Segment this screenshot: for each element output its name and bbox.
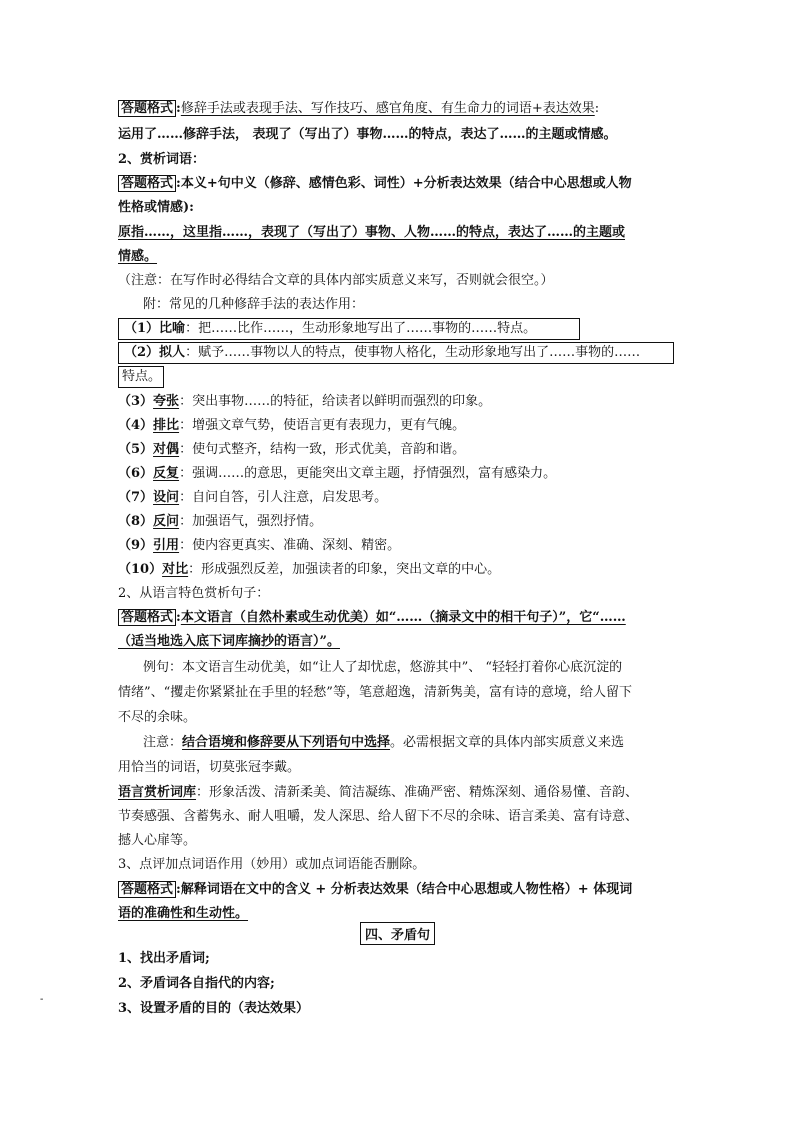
answer-format-line-3-cont: （适当地选入底下词库摘抄的语言）”。 [118, 634, 340, 649]
section-heading-sentence-analysis: 2、从语言特色赏析句子： [118, 586, 270, 601]
rhetoric-item-parallelism: （4）排比：增强文章气势，使语言更有表现力，更有气魄。 [118, 418, 466, 433]
answer-format-label: 答题格式 [118, 100, 176, 117]
note-line: （注意：在写作时必得结合文章的具体内部实质意义来写，否则就会很空。） [118, 273, 554, 288]
attention-line-cont: 用恰当的词语，切莫张冠李戴。 [118, 760, 301, 775]
section-title-contradiction: 四、矛盾句 [360, 922, 435, 945]
step-1: 1、找出矛盾词; [118, 951, 210, 966]
vocabulary-line-1: 语言赏析词库：形象活泼、清新柔美、简洁凝练、准确严密、精炼深刻、通俗易懂、音韵、 [118, 785, 639, 800]
answer-template-line: 运用了……修辞手法， 表现了（写出了）事物……的特点，表达了……的主题或情感。 [118, 127, 617, 142]
answer-format-line-4-cont: 语的准确性和生动性。 [118, 906, 249, 921]
example-line-3: 不尽的余味。 [118, 710, 197, 725]
step-2: 2、矛盾词各自指代的内容; [118, 976, 275, 991]
attention-line: 注意：结合语境和修辞要从下列语句中选择。必需根据文章的具体内部实质意义来选 [143, 735, 625, 750]
answer-format-label: 答题格式 [118, 609, 176, 626]
rhetoric-item-antithesis: （5）对偶：使句式整齐，结构一致，形式优美，音韵和谐。 [118, 442, 466, 457]
margin-mark: - [40, 994, 44, 1005]
rhetoric-item-quotation: （9）引用：使内容更真实、准确、深刻、精密。 [118, 538, 401, 553]
rhetoric-item-rhetorical-question: （8）反问：加强语气，强烈抒情。 [118, 514, 323, 529]
answer-format-line-1: 答题格式 :修辞手法或表现手法、写作技巧、感官角度、有生命力的词语+表达效果: [118, 100, 599, 118]
vocabulary-line-3: 撼人心扉等。 [118, 833, 197, 848]
step-3: 3、设置矛盾的目的（表达效果） [118, 1001, 310, 1016]
rhetoric-item-personification-cont: 特点。 [122, 369, 162, 384]
vocabulary-line-2: 节奏感强、含蓄隽永、耐人咀嚼，发人深思、给人留下不尽的余味、语言柔美、富有诗意、 [118, 809, 639, 824]
answer-format-line-4: 答题格式 :解释词语在文中的含义 + 分析表达效果（结合中心思想或人物性格）+ 体现词 [118, 881, 632, 899]
answer-format-line-2: 答题格式 :本义+句中义（修辞、感情色彩、词性）+分析表达效果（结合中心思想或人物 [118, 175, 632, 193]
answer-format-label: 答题格式 [118, 881, 176, 898]
rhetoric-item-contrast: （10）对比：形成强烈反差，加强读者的印象，突出文章的中心。 [118, 562, 501, 577]
rhetoric-item-personification: （2）拟人：赋予……事物以人的特点，使事物人格化，生动形象地写出了……事物的…… [124, 345, 641, 360]
appendix-heading: 附：常见的几种修辞手法的表达作用： [143, 297, 365, 312]
answer-format-line-3: 答题格式 :本文语言（自然朴素或生动优美）如“……（摘录文中的相干句子）”，它“…… [118, 609, 626, 627]
section-heading-word-analysis: 2、赏析词语： [118, 152, 206, 167]
answer-format-label: 答题格式 [118, 175, 176, 192]
rhetoric-item-repetition: （6）反复：强调……的意思，更能突出文章主题，抒情强烈，富有感染力。 [118, 466, 557, 481]
example-line-2: 情绪”、“攫走你紧紧扯在手里的轻愁”等，笔意超逸，清新隽美，富有诗的意境，给人留下 [118, 685, 632, 700]
answer-template-line-cont: 情感。 [118, 249, 158, 264]
rhetoric-item-hypophora: （7）设问：自问自答，引人注意，启发思考。 [118, 490, 388, 505]
answer-template-line: 原指……，这里指……，表现了（写出了）事物、人物……的特点，表达了……的主题或 [118, 225, 626, 240]
example-line-1: 例句：本文语言生动优美，如“让人了却忧虑，悠游其中”、 “轻轻打着你心底沉淀的 [143, 660, 623, 675]
section-heading-dotted-words: 3、点评加点词语作用（妙用）或加点词语能否删除。 [118, 857, 426, 872]
rhetoric-item-metaphor: （1）比喻：把……比作……，生动形象地写出了……事物的……特点。 [124, 321, 537, 336]
answer-format-line-2-cont: 性格或情感): [118, 200, 194, 215]
rhetoric-item-hyperbole: （3）夸张：突出事物……的特征，给读者以鲜明而强烈的印象。 [118, 394, 492, 409]
